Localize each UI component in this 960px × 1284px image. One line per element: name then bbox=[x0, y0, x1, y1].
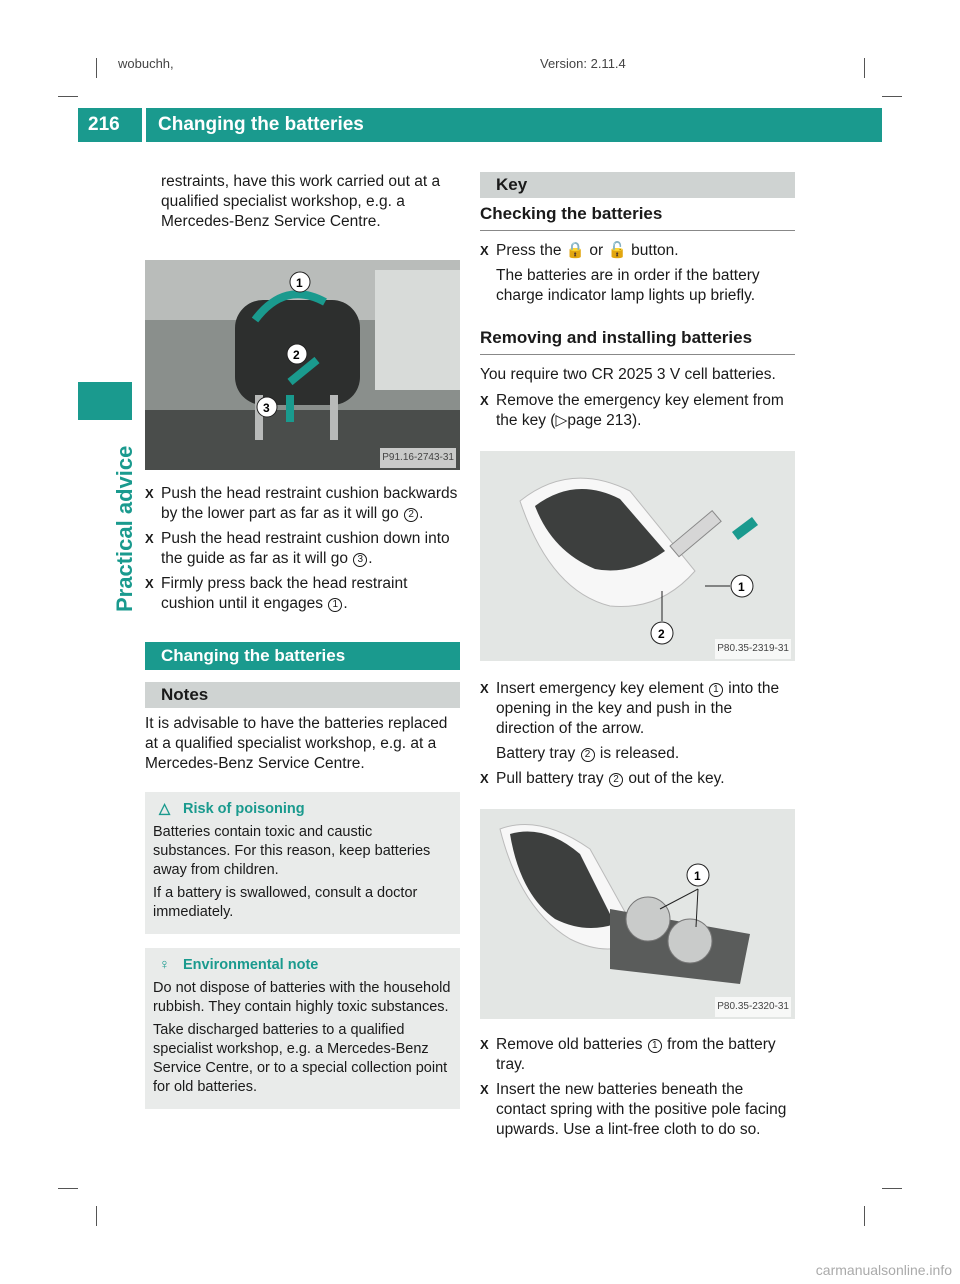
page-title: Changing the batteries bbox=[158, 114, 364, 135]
unlock-icon: 🔓 bbox=[607, 242, 627, 259]
left-column bbox=[145, 172, 460, 1109]
step-item: X Firmly press back the head restraint cushion until it engages 1 . bbox=[145, 575, 408, 612]
step-arrow-icon: X bbox=[480, 393, 489, 408]
key-heading: Key bbox=[480, 172, 795, 198]
svg-text:1: 1 bbox=[694, 869, 701, 883]
step-arrow-icon: X bbox=[145, 486, 154, 501]
environment-icon: ♀ bbox=[159, 957, 170, 973]
step-item: X Insert emergency key element 1 into the opening in the key and push in the direction of the arrow. bbox=[480, 680, 780, 737]
step-item: X Pull battery tray 2 out of the key. bbox=[480, 770, 725, 787]
step-arrow-icon: X bbox=[480, 681, 489, 696]
callout-marker: 1 bbox=[328, 598, 342, 612]
svg-text:2: 2 bbox=[293, 348, 300, 362]
step-arrow-icon: X bbox=[480, 771, 489, 786]
environment-text: Take discharged batteries to a qualified specialist workshop, e.g. a Mercedes-Benz Service Centre, or to a special collection point for old batteries. bbox=[153, 1022, 448, 1095]
svg-text:1: 1 bbox=[296, 276, 303, 290]
callout-marker: 1 bbox=[709, 683, 723, 697]
step-item: X Press the 🔒 or 🔓 button. bbox=[480, 242, 679, 259]
meta-right: Version: 2.11.4 bbox=[540, 56, 626, 71]
notes-heading: Notes bbox=[145, 682, 460, 708]
crop-mark bbox=[58, 96, 78, 97]
figure-code: P80.35-2319-31 bbox=[715, 639, 791, 659]
callout-marker: 2 bbox=[404, 508, 418, 522]
warning-box bbox=[145, 792, 460, 934]
callout-marker: 2 bbox=[609, 773, 623, 787]
step-item: X Insert the new batteries beneath the contact spring with the positive pole facing upwards. Use a lint-free cloth to do so. bbox=[480, 1081, 787, 1138]
page-number: 216 bbox=[88, 114, 120, 135]
meta-left: wobuchh, bbox=[118, 56, 174, 71]
crop-mark bbox=[58, 1188, 78, 1189]
page-header bbox=[78, 108, 882, 142]
crop-mark bbox=[864, 1206, 865, 1226]
crop-mark bbox=[96, 58, 97, 78]
svg-text:1: 1 bbox=[738, 580, 745, 594]
right-column bbox=[480, 172, 795, 1145]
removing-heading: Removing and installing batteries bbox=[480, 328, 795, 355]
step-arrow-icon: X bbox=[480, 243, 489, 258]
step-arrow-icon: X bbox=[480, 1082, 489, 1097]
require-text: You require two CR 2025 3 V cell batteries. bbox=[480, 366, 776, 383]
environment-text: Do not dispose of batteries with the household rubbish. They contain highly toxic substances. bbox=[153, 980, 451, 1015]
section-heading: Changing the batteries bbox=[145, 642, 460, 670]
crop-mark bbox=[882, 1188, 902, 1189]
step-arrow-icon: X bbox=[145, 531, 154, 546]
head-restraint-illustration bbox=[145, 260, 460, 470]
crop-mark bbox=[882, 96, 902, 97]
key-illustration bbox=[480, 451, 795, 661]
step-item: X Remove old batteries 1 from the battery tray. bbox=[480, 1036, 776, 1073]
lock-icon: 🔒 bbox=[565, 242, 586, 259]
svg-text:3: 3 bbox=[263, 401, 270, 415]
checking-heading: Checking the batteries bbox=[480, 204, 795, 231]
section-side-label: Practical advice bbox=[112, 445, 137, 612]
step-arrow-icon: X bbox=[480, 1037, 489, 1052]
battery-figure bbox=[480, 809, 795, 1019]
warning-icon: △ bbox=[159, 801, 171, 817]
notes-text: It is advisable to have the batteries replaced at a qualified specialist workshop, e.g. at a Mercedes-Benz Service Centre. bbox=[145, 715, 448, 772]
svg-text:2: 2 bbox=[658, 627, 665, 641]
step-item: X Remove the emergency key element from the key (▷page 213). bbox=[480, 392, 784, 429]
crop-mark bbox=[96, 1206, 97, 1226]
header-separator bbox=[142, 108, 146, 142]
callout-marker: 2 bbox=[581, 748, 595, 762]
head-restraint-figure bbox=[145, 260, 460, 470]
environment-box bbox=[145, 948, 460, 1109]
step-arrow-icon: X bbox=[145, 576, 154, 591]
intro-text: restraints, have this work carried out at a qualified specialist workshop, e.g. a Mercedes-Benz Service Centre. bbox=[161, 173, 441, 230]
step-followup: Battery tray 2 is released. bbox=[496, 745, 680, 762]
watermark: carmanualsonline.info bbox=[815, 1262, 952, 1278]
warning-text: If a battery is swallowed, consult a doctor immediately. bbox=[153, 885, 418, 920]
step-followup: The batteries are in order if the battery charge indicator lamp lights up briefly. bbox=[496, 267, 760, 304]
key-figure bbox=[480, 451, 795, 661]
warning-text: Batteries contain toxic and caustic substances. For this reason, keep batteries away from children. bbox=[153, 824, 431, 878]
side-tab bbox=[78, 382, 132, 420]
environment-title: ♀ Environmental note bbox=[159, 957, 319, 973]
step-item: X Push the head restraint cushion backwards by the lower part as far as it will go 2 . bbox=[145, 485, 458, 522]
battery-illustration bbox=[480, 809, 795, 1019]
page-ref-icon: ▷ bbox=[555, 412, 568, 429]
warning-title: △ Risk of poisoning bbox=[159, 801, 305, 817]
crop-mark bbox=[864, 58, 865, 78]
callout-marker: 3 bbox=[353, 553, 367, 567]
figure-code: P80.35-2320-31 bbox=[715, 997, 791, 1017]
step-item: X Push the head restraint cushion down into the guide as far as it will go 3 . bbox=[145, 530, 450, 567]
figure-code: P91.16-2743-31 bbox=[380, 448, 456, 468]
callout-marker: 1 bbox=[648, 1039, 662, 1053]
